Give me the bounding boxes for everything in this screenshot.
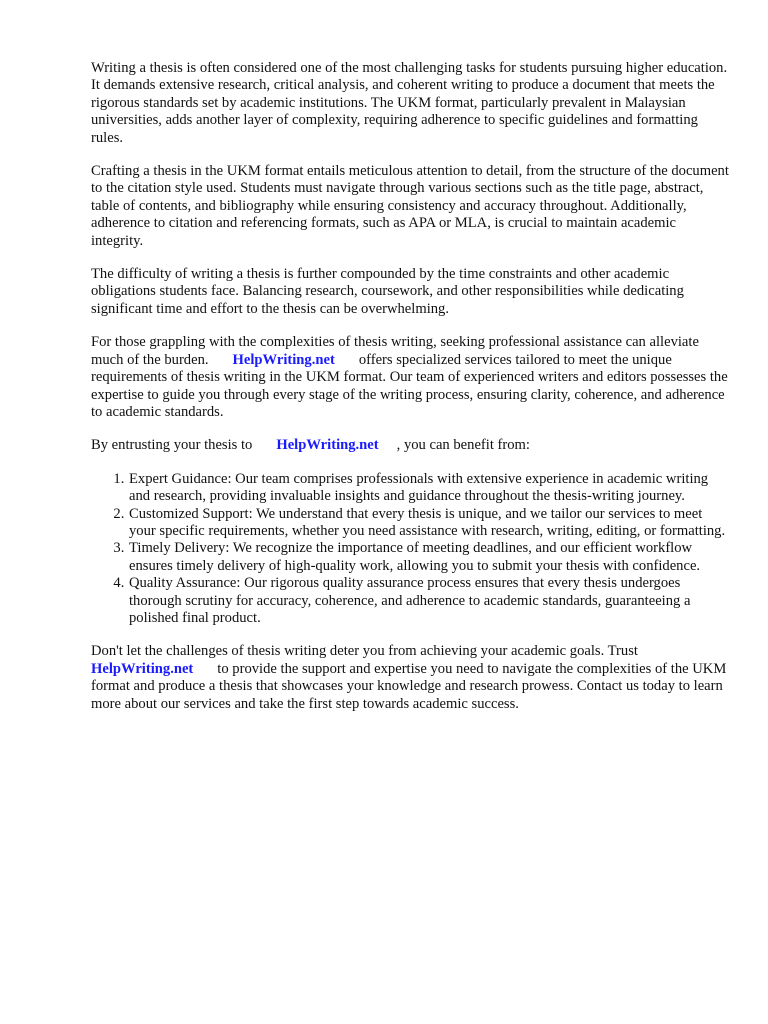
paragraph-assistance-tail: offers specialized services tailored to meet the unique requirements of thesis writing in the UKM format. Our team of experienced writers and editors possesses the expertise to guide you through every stage of the writing process, ensuring clarity, coherence, and adherence to academic standards. [91,351,728,420]
paragraph-entrust-lead: By entrusting your thesis to [91,437,253,454]
paragraph-entrust-tail: , you can benefit from: [396,437,530,454]
benefits-list [91,471,731,628]
paragraph-assistance [91,334,731,421]
paragraph-ukm-format: Crafting a thesis in the UKM format entails meticulous attention to detail, from the structure of the document to the citation style used. Students must navigate through various sections such as the title page, abstract, table of contents, and bibliography while ensuring consistency and accuracy throughout. Additionally, adherence to citation and referencing formats, such as APA or MLA, is crucial to maintain academic integrity. [91,163,729,249]
paragraph-closing-lead: Don't let the challenges of thesis writing deter you from achieving your academic goals. Trust [91,643,638,660]
paragraph-intro: Writing a thesis is often considered one of the most challenging tasks for students pursuing higher education. It demands extensive research, critical analysis, and coherent writing to produce a document that meets the rigorous standards set by academic institutions. The UKM format, particularly prevalent in Malaysian universities, adds another layer of complexity, requiring adherence to specific guidelines and formatting rules. [91,60,728,146]
paragraph-closing-tail: to provide the support and expertise you need to navigate the complexities of the UKM format and produce a thesis that showcases your knowledge and research prowess. Contact us today to learn more about our services and take the first step towards academic success. [91,660,727,712]
paragraph-entrust [91,437,731,454]
helpwriting-link[interactable]: HelpWriting.net [232,351,335,368]
list-item: 2. Customized Support: We understand that every thesis is unique, and we tailor our services to meet your specific requirements, whether you need assistance with research, writing, editing, or formatting. [128,506,731,541]
list-item: 4. Quality Assurance: Our rigorous quality assurance process ensures that every thesis undergoes thorough scrutiny for accuracy, coherence, and adherence to academic standards, guaranteeing a polished final product. [128,575,731,627]
list-item: 3. Timely Delivery: We recognize the importance of meeting deadlines, and our efficient workflow ensures timely delivery of high-quality work, allowing you to submit your thesis with confidence. [128,540,731,575]
list-item: 1. Expert Guidance: Our team comprises professionals with extensive experience in academic writing and research, providing invaluable insights and guidance throughout the thesis-writing journey. [128,471,731,506]
helpwriting-link[interactable]: HelpWriting.net [276,437,379,454]
helpwriting-link[interactable]: HelpWriting.net [91,660,194,677]
document-page [91,60,731,729]
paragraph-difficulty: The difficulty of writing a thesis is further compounded by the time constraints and other academic obligations students face. Balancing research, coursework, and other responsibilities while dedicating significant time and effort to the thesis can be overwhelming. [91,266,684,317]
paragraph-closing [91,643,731,713]
paragraph-assistance-lead: For those grappling with the complexities of thesis writing, seeking professional assistance can alleviate much of the burden. [91,334,699,368]
